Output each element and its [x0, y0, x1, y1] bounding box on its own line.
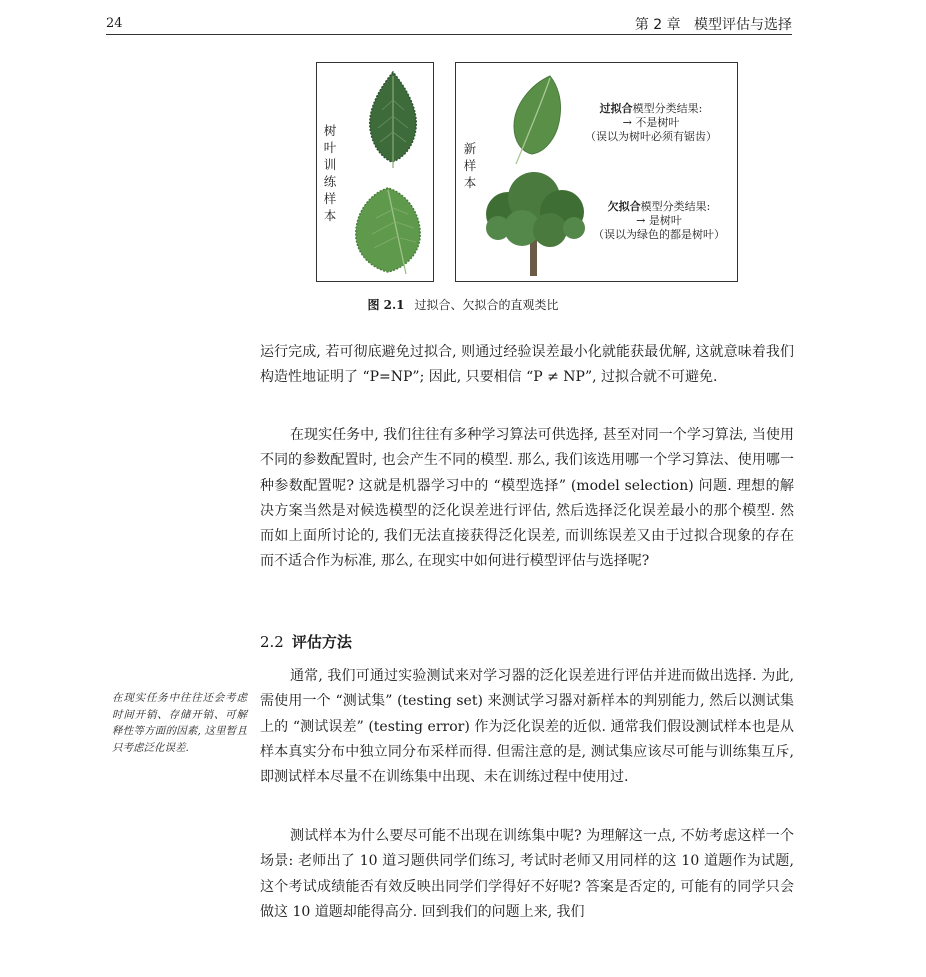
overfit-title: 过拟合模型分类结果: — [599, 102, 703, 115]
paragraph-2: 在现实任务中, 我们往往有多种学习算法可供选择, 甚至对同一个学习算法, 当使用不同的参数配置时, 也会产生不同的模型. 那么, 我们该选用哪一个学习算法、使用哪一种参数配置呢? 这就是机器学习中的 “模型选择” (model selection) 问题. 理想的解决方案当然是对候选模型的泛化误差进行评估, 然后选择泛化误差最小的那个模型. 然而如上面所讨论的, 我们无法直接获得泛化误差, 而训练误差又由于过拟合现象的存在而不适合作为标准, 那么, 在现实中如何进行模型评估与选择呢? — [260, 427, 794, 570]
section-heading — [260, 631, 352, 652]
figure-caption — [0, 296, 926, 313]
page-number: 24 — [106, 16, 123, 31]
section-title: 评估方法 — [291, 633, 352, 651]
figure-caption-number: 图 2.1 — [367, 298, 405, 312]
underfit-title: 欠拟合模型分类结果: — [607, 200, 711, 213]
serrated-leaf-image — [360, 70, 426, 170]
header-rule — [106, 34, 792, 35]
underfit-reason: （误以为绿色的都是树叶） — [593, 228, 725, 241]
chapter-label: 第 2 章 — [634, 17, 681, 33]
underfit-result-text — [584, 200, 734, 242]
underfit-result: → 是树叶 — [636, 214, 682, 227]
overfit-reason: （误以为树叶必须有锯齿） — [585, 130, 717, 143]
new-sample-label: 新样本 — [463, 141, 477, 190]
running-header — [635, 14, 792, 34]
paragraph-1: 运行完成, 若可彻底避免过拟合, 则通过经验误差最小化就能获最优解, 这就意味着我们构造性地证明了 “P=NP”; 因此, 只要相信 “P ≠ NP”, 过拟合就不可避免. — [260, 344, 794, 386]
figure-caption-text: 过拟合、欠拟合的直观类比 — [414, 298, 559, 312]
overfit-result-text — [576, 102, 726, 144]
new-sample-leaf-image — [506, 72, 566, 166]
margin-note: 在现实任务中往往还会考虑时间开销、存储开销、可解释性等方面的因素, 这里暂且只考虑泛化误差. — [112, 692, 247, 754]
chapter-title: 模型评估与选择 — [694, 17, 792, 33]
broad-leaf-image — [350, 184, 426, 276]
paragraph-3: 通常, 我们可通过实验测试来对学习器的泛化误差进行评估并进而做出选择. 为此, 需使用一个 “测试集” (testing set) 来测试学习器对新样本的判别能力, 然后以测试集上的 “测试误差” (testing error) 作为泛化误差的近似. 通常我们假设测试样本也是从样本真实分布中独立同分布采样而得. 但需注意的是, 测试集应该尽可能与训练集互斥, 即测试样本尽量不在训练集中出现、未在训练过程中使用过. — [260, 668, 794, 786]
section-number: 2.2 — [260, 633, 284, 651]
overfit-result: → 不是树叶 — [622, 116, 680, 129]
training-samples-label: 树叶训练样本 — [323, 123, 337, 223]
paragraph-4: 测试样本为什么要尽可能不出现在训练集中呢? 为理解这一点, 不妨考虑这样一个场景: 老师出了 10 道习题供同学们练习, 考试时老师又用同样的这 10 道题作为试题, 这个考试成绩能否有效反映出同学们学得好不好呢? 答案是否定的, 可能有的同学只会做这 10 道题却能得高分. 回到我们的问题上来, 我们 — [260, 828, 794, 920]
tree-image — [480, 170, 590, 278]
